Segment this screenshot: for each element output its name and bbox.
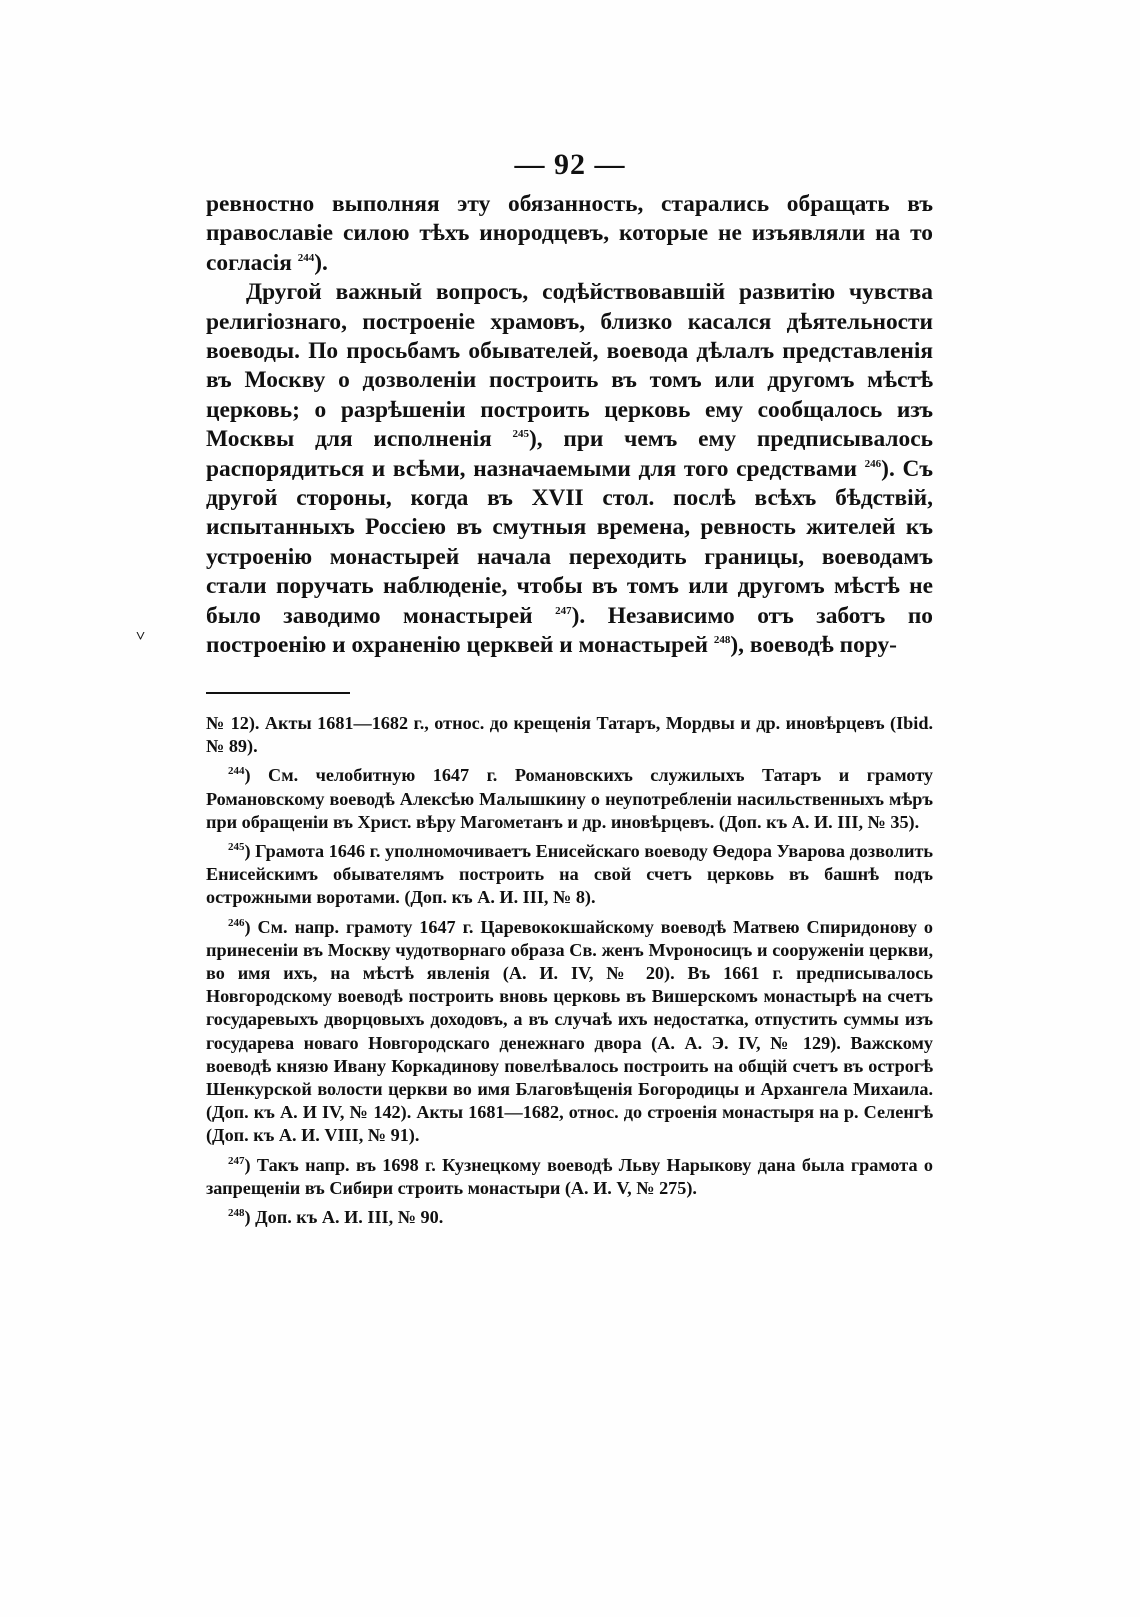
footnote-244 [206,764,933,834]
paragraph-1-text: ревностно выполняя эту обязанность, старались обращать въ православіе силою тѣхъ инородцевъ, которые не изъявляли на то согласія [206,191,933,276]
footnote-ref-248[interactable]: 248 [713,634,731,647]
footnote-text: ) Грамота 1646 г. уполномочиваетъ Енисейскаго воеводу Өедора Уварова дозволить Енисейскимъ обывателямъ построить на свой счетъ церковь въ башнѣ подъ острожными воротами. (Доп. къ А. И. III, № 8). [206,841,933,908]
footnote-number: 248 [228,1207,245,1219]
footnote-ref-246[interactable]: 246 [864,457,882,470]
footnote-text: ) Доп. къ А. И. III, № 90. [244,1207,444,1228]
footnote-number: 247 [228,1154,245,1167]
main-text [206,190,933,661]
margin-mark: ˅ [136,628,146,645]
footnote-divider [206,692,350,694]
footnote-248 [206,1206,933,1229]
footnote-text: ) См. челобитную 1647 г. Романовскихъ служилыхъ Татаръ и грамоту Романовскому воеводѣ Алексѣю Малышкину о неупотребленіи насильственныхъ мѣръ при обращеніи въ Христ. вѣру Магометанъ и др. иновѣрцевъ. (Доп. къ А. И. III, № 35). [206,765,933,832]
paragraph-1-end: ). [314,249,328,276]
paragraph-1 [206,190,933,278]
footnote-number: 244 [228,765,245,778]
paragraph-2-text-b: ), при чемъ ему предписывалось распорядиться и всѣми, назначаемыми для того средствами [206,426,933,482]
footnote-continuation: № 12). Акты 1681—1682 г., относ. до крещенія Татаръ, Мордвы и др. иновѣрцевъ (Ibid. № 89). [206,713,933,757]
footnotes [206,712,933,1235]
footnote-ref-244[interactable]: 244 [297,252,315,265]
paragraph-2 [206,278,933,660]
page-number: — 92 — [514,148,626,181]
footnote-ref-245[interactable]: 245 [512,428,530,441]
paragraph-2-text-e: ), воеводѣ пору- [730,632,897,659]
paragraph-2-text-c: ). Съ другой стороны, когда въ XVII стол. послѣ всѣхъ бѣдствій, испытанныхъ Россіею въ смутныя времена, ревность жителей къ устроенію монастырей начала переходить границы, воеводамъ стали поручать наблюденіе, чтобы въ томъ или другомъ мѣстѣ не было заводимо монастырей [206,455,934,629]
footnote-246 [206,916,933,1148]
footnote-text: ) Такъ напр. въ 1698 г. Кузнецкому воеводѣ Льву Нарыкову дана была грамота о запрещеніи въ Сибири строить монастыри (А. И. V, № 275). [206,1154,933,1198]
footnote-number: 246 [228,916,245,929]
paragraph-2-text-a: Другой важный вопросъ, содѣйствовавшій развитію чувства религіознаго, построеніе храмовъ, близко касался дѣятельности воеводы. По просьбамъ обывателей, воевода дѣлалъ представленія въ Москву о дозволеніи построить въ томъ или другомъ мѣстѣ церковь; о разрѣшеніи построить церковь ему сообщалось изъ Москвы для исполненія [206,279,933,453]
paragraph-2-text-d: ). Независимо отъ заботъ по построенію и охраненію церквей и монастырей [206,602,934,659]
footnote-247 [206,1154,933,1200]
footnote-ref-247[interactable]: 247 [555,604,572,617]
footnote-text: ) См. напр. грамоту 1647 г. Царевококшайскому воеводѣ Матвею Спиридонову о принесеніи въ Москву чудотворнаго образа Св. женъ Мνроносицъ и сооруженіи церкви, во имя ихъ, на мѣстѣ явленія (А. И. IV, № 20). Въ 1661 г. предписывалось Новгородскому воеводѣ построить вновь церковь въ Вишерскомъ монастырѣ на счетъ государевыхъ дворцовыхъ доходовъ, а въ случаѣ ихъ недостатка, отпустить суммы изъ государева новаго Новгородскаго денежнаго двора (А. А. Э. IV, № 129). Важскому воеводѣ князю Ивану Коркадинову повелѣвалось построить на общій счетъ въ острогѣ Шенкурской волости церкви во имя Благовѣщенія Богородицы и Архангела Михаила. (Доп. къ А. И IV, № 142). Акты 1681—1682, относ. до строенія монастыря на р. Селенгѣ (Доп. къ А. И. VIII, № 91). [206,916,933,1146]
footnote-number: 245 [228,840,245,853]
footnote-245 [206,840,933,910]
